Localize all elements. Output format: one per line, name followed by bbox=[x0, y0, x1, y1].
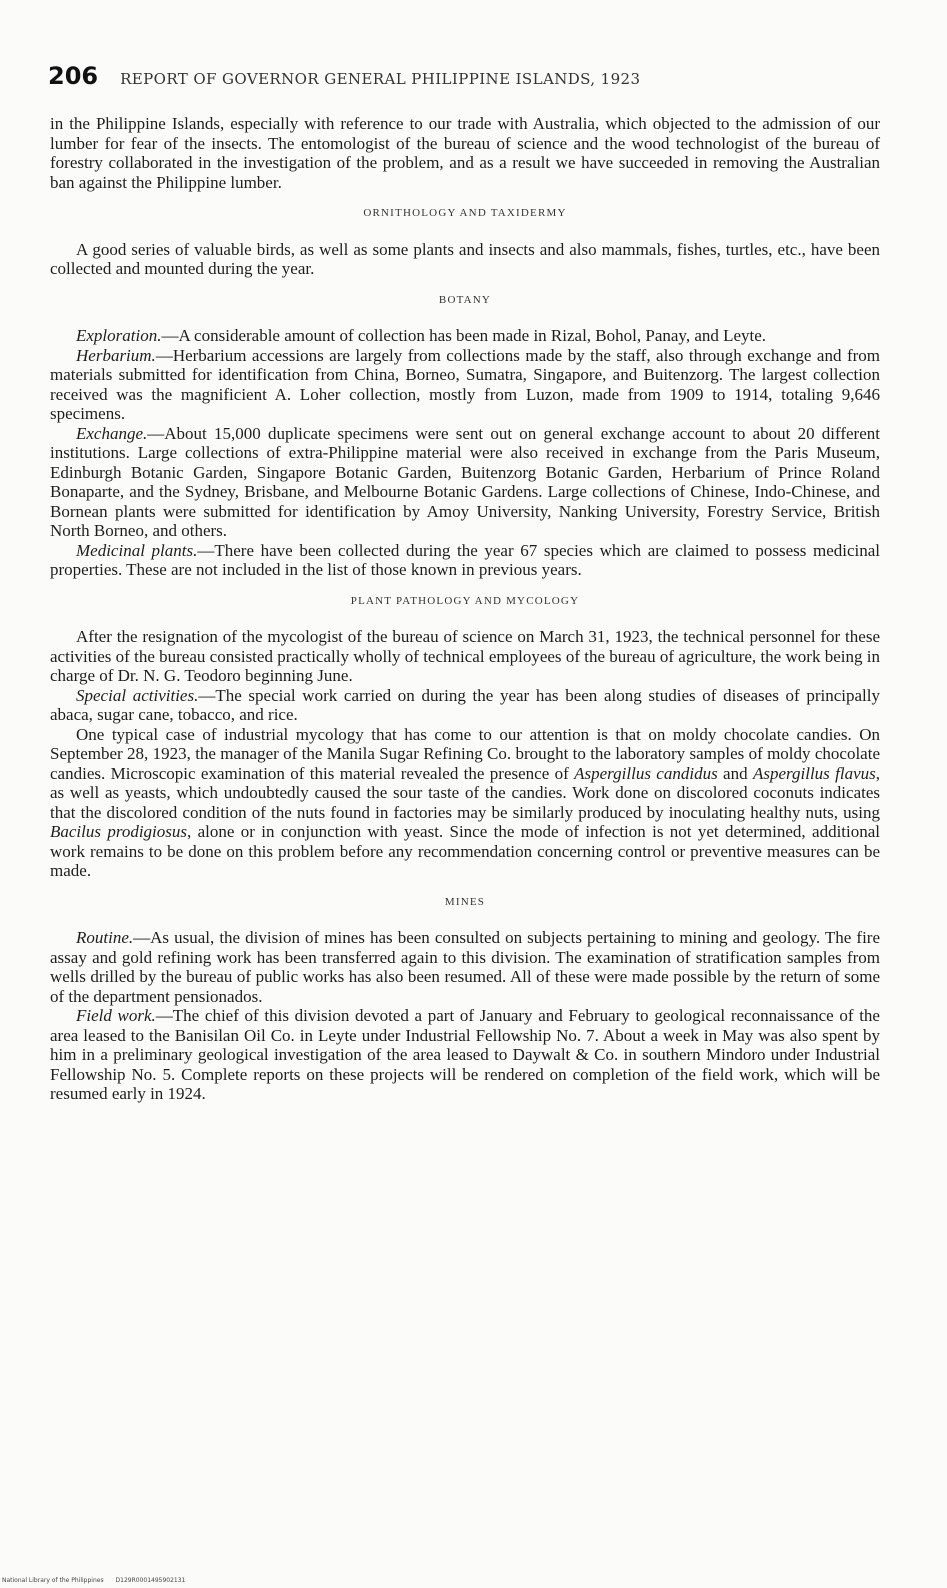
medicinal-text: —There have been collected during the year 67 species which are claimed to possess medicinal properties. These are not included in the list of those known in previous years. bbox=[50, 540, 881, 579]
species-aspergillus-flavus: Aspergillus flavus bbox=[752, 763, 876, 783]
herbarium-text: —Herbarium accessions are largely from collections made by the staff, also through exchange and from materials submitted for identification from China, Borneo, Sumatra, Singapore, and Buitenzorg. The largest collection received was the magnificient A. Loher collection, mostly from Luzon, made from 1909 to 1914, totaling 9,646 specimens. bbox=[50, 345, 880, 423]
field-work-paragraph bbox=[50, 1006, 880, 1104]
species-aspergillus-candidus: Aspergillus candidus bbox=[574, 763, 718, 783]
scan-footer bbox=[2, 1577, 195, 1584]
routine-paragraph bbox=[50, 928, 880, 1006]
special-activities-paragraph bbox=[50, 686, 880, 725]
mycology-text-b: and bbox=[717, 763, 753, 783]
species-bacilus-prodigiosus: Bacilus prodigiosus bbox=[50, 822, 187, 841]
mycology-text-c: , as well as yeasts, which undoubtedly caused the sour taste of the candies. Work done on discolored coconuts indicates that the discolored condition of the nuts found in factories may be similarly produced by inoculating healthy nuts, using bbox=[50, 763, 880, 822]
footer-library: National Library of the Philippines bbox=[2, 1577, 104, 1584]
heading-botany: BOTANY bbox=[438, 293, 492, 306]
exploration-label: Exploration. bbox=[76, 326, 162, 345]
ornithology-paragraph: A good series of valuable birds, as well as some plants and insects and also mammals, fishes, turtles, etc., have been collected and mounted during the year. bbox=[50, 239, 880, 278]
exchange-paragraph bbox=[50, 424, 880, 541]
heading-plant-pathology: PLANT PATHOLOGY AND MYCOLOGY bbox=[350, 594, 580, 607]
herbarium-label: Herbarium. bbox=[76, 345, 156, 365]
intro-paragraph: in the Philippine Islands, especially with reference to our trade with Australia, which objected to the admission of our lumber for fear of the insects. The entomologist of the bureau of science and the wood technologist of the bureau of forestry collaborated in the investigation of the problem, and as a result we have succeeded in removing the Australian ban against the Philippine lumber. bbox=[50, 114, 880, 192]
medicinal-label: Medicinal plants. bbox=[76, 540, 198, 560]
pathology-paragraph: After the resignation of the mycologist of the bureau of science on March 31, 1923, the technical personnel for these activities of the bureau consisted practically wholly of technical employees of the bureau of agriculture, the work being in charge of Dr. N. G. Teodoro beginning June. bbox=[50, 627, 880, 685]
page-header bbox=[48, 62, 868, 90]
exploration-text: —A considerable amount of collection has been made in Rizal, Bohol, Panay, and Leyte. bbox=[161, 326, 767, 345]
heading-ornithology: ORNITHOLOGY AND TAXIDERMY bbox=[363, 207, 567, 219]
field-work-label: Field work. bbox=[76, 1006, 156, 1025]
routine-text: —As usual, the division of mines has been consulted on subjects pertaining to mining and geology. The fire assay and gold refining work has been transferred again to this division. The examination of stratification samples from wells drilled by the bureau of public works has also been resumed. All of these were made possible by the return of some of the department pensionados. bbox=[50, 928, 880, 1006]
mycology-text-d: , alone or in conjunction with yeast. Since the mode of infection is not yet determined, additional work remains to be done on this problem before any recommendation concerning control or preventive measures can be made. bbox=[50, 822, 881, 880]
exchange-text: —About 15,000 duplicate specimens were sent out on general exchange account to about 20 different institutions. Large collections of extra-Philippine material were also received in exchange from the Paris Museum, Edinburgh Botanic Garden, Singapore Botanic Garden, Buitenzorg Botanic Garden, Herbarium of Prince Roland Bonaparte, and the Sydney, Brisbane, and Melbourne Botanic Gardens. Large collections of Chinese, Indo-Chinese, and Bornean plants were submitted for identification by Amoy University, Nanking University, Forestry Service, British North Borneo, and others. bbox=[50, 423, 880, 540]
page-number: 206 bbox=[48, 62, 99, 90]
herbarium-paragraph bbox=[50, 346, 880, 424]
special-activities-text: —The special work carried on during the year has been along studies of diseases of principally abaca, sugar cane, tobacco, and rice. bbox=[50, 685, 880, 724]
body-text bbox=[50, 114, 880, 1104]
medicinal-paragraph bbox=[50, 541, 880, 580]
special-activities-label: Special activities. bbox=[76, 685, 199, 705]
routine-label: Routine. bbox=[76, 928, 134, 947]
field-work-text: —The chief of this division devoted a part of January and February to geological reconnaissance of the area leased to the Banisilan Oil Co. in Leyte under Industrial Fellowship No. 7. About a week in May was also spent by him in a preliminary geological investigation of the area leased to Daywalt & Co. in southern Mindoro under Industrial Fellowship No. 5. Complete reports on these projects will be rendered on completion of the field work, which will be resumed early in 1924. bbox=[50, 1006, 880, 1103]
running-head: REPORT OF GOVERNOR GENERAL PHILIPPINE ISLANDS, 1923 bbox=[120, 70, 641, 88]
exchange-label: Exchange. bbox=[76, 423, 148, 443]
footer-code: D129R0001495902131 bbox=[115, 1577, 186, 1584]
exploration-paragraph bbox=[50, 326, 880, 346]
mycology-text-a: One typical case of industrial mycology that has come to our attention is that on moldy chocolate candies. On September 28, 1923, the manager of the Manila Sugar Refining Co. brought to the laboratory samples of moldy chocolate candies. Microscopic examination of this material revealed the presence of bbox=[50, 724, 880, 783]
heading-mines: MINES bbox=[444, 895, 486, 908]
mycology-case-paragraph bbox=[50, 725, 880, 881]
